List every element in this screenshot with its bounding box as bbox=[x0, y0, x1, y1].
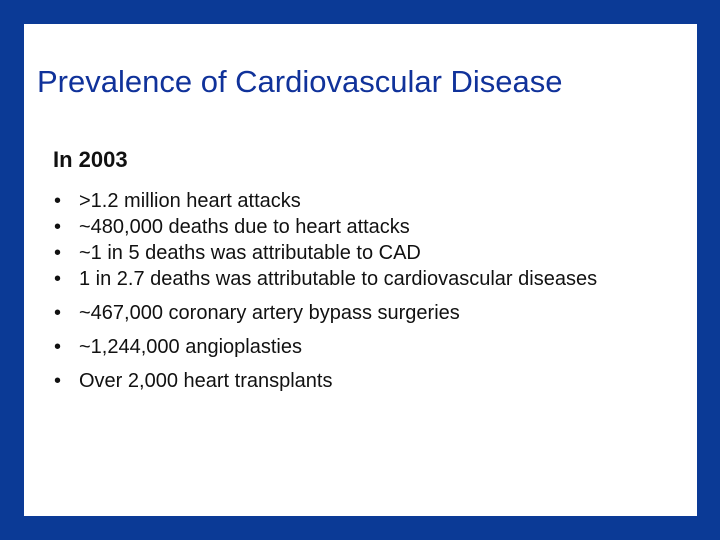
bullet-dot: • bbox=[54, 370, 62, 392]
bullet-dot: • bbox=[54, 302, 62, 324]
bullet-text: ~480,000 deaths due to heart attacks bbox=[79, 216, 410, 238]
bullet-dot: • bbox=[54, 336, 62, 358]
bullet-text: ~467,000 coronary artery bypass surgeries bbox=[79, 302, 460, 324]
slide-subtitle: In 2003 bbox=[53, 147, 128, 172]
bullet-item bbox=[54, 214, 674, 240]
bullet-dot: • bbox=[54, 242, 62, 264]
bullet-item bbox=[54, 296, 674, 330]
bullet-text: Over 2,000 heart transplants bbox=[79, 370, 333, 392]
bullet-item bbox=[54, 188, 674, 214]
bullet-dot: • bbox=[54, 268, 62, 290]
slide-panel bbox=[24, 24, 697, 516]
bullet-text: ~1 in 5 deaths was attributable to CAD bbox=[79, 242, 421, 264]
slide-title: Prevalence of Cardiovascular Disease bbox=[37, 64, 563, 99]
bullet-text: 1 in 2.7 deaths was attributable to cardiovascular diseases bbox=[79, 268, 598, 290]
bullet-item bbox=[54, 364, 674, 398]
bullet-item bbox=[54, 240, 674, 266]
bullet-item bbox=[54, 266, 619, 300]
bullet-dot: • bbox=[54, 216, 62, 238]
bullet-text: ~1,244,000 angioplasties bbox=[79, 336, 302, 358]
bullet-list bbox=[54, 188, 674, 398]
bullet-dot: • bbox=[54, 190, 62, 212]
bullet-item bbox=[54, 330, 674, 364]
bullet-text: >1.2 million heart attacks bbox=[79, 190, 301, 212]
